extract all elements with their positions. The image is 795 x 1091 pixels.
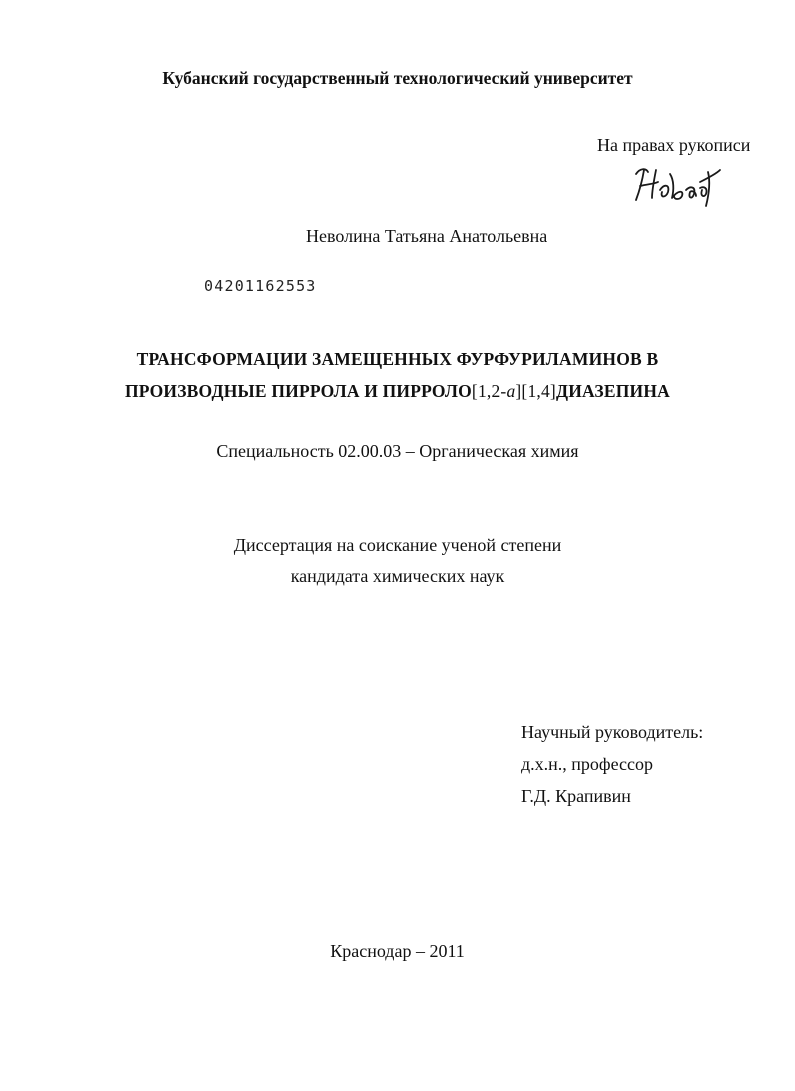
handwritten-signature (630, 160, 725, 210)
supervisor-name: Г.Д. Крапивин (521, 786, 631, 806)
title-bracket-rest: ][1,4] (515, 381, 556, 401)
city-year: Краснодар – 2011 (330, 941, 465, 961)
supervisor-label: Научный руководитель: (521, 722, 704, 742)
manuscript-note: На правах рукописи (597, 135, 751, 155)
title-line-2-suffix: ДИАЗЕПИНА (555, 381, 671, 401)
author-name: Неволина Татьяна Анатольевна (306, 226, 548, 246)
dissertation-purpose: Диссертация на соискание ученой степени (233, 535, 562, 555)
university-name: Кубанский государственный технологический университет (162, 68, 633, 88)
title-italic-letter: a (506, 381, 516, 401)
title-line-2-prefix: ПРОИЗВОДНЫЕ ПИРРОЛА И ПИРРОЛО (124, 381, 472, 401)
specialty: Специальность 02.00.03 – Органическая химия (216, 441, 579, 461)
supervisor-degree: д.х.н., профессор (521, 754, 654, 774)
dissertation-title-line-2 (0, 381, 795, 402)
degree-sought: кандидата химических наук (290, 566, 505, 586)
title-bracket-open: [1,2- (471, 381, 507, 401)
dissertation-title-line-1: ТРАНСФОРМАЦИИ ЗАМЕЩЕННЫХ ФУРФУРИЛАМИНОВ В (136, 349, 659, 369)
catalog-code: 04201162553 (204, 277, 317, 295)
